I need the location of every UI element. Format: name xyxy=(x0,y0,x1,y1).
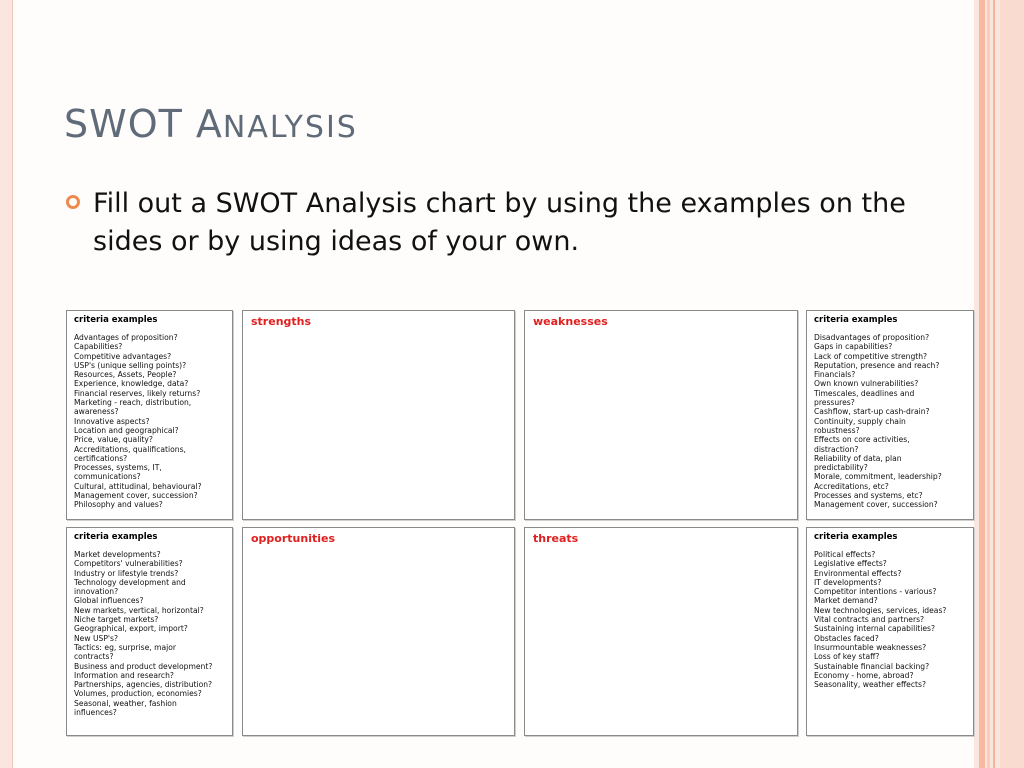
criteria-item: Insurmountable weaknesses? xyxy=(814,642,927,652)
criteria-item: Seasonality, weather effects? xyxy=(814,680,926,690)
criteria-list xyxy=(807,543,973,689)
decorative-stripe xyxy=(1000,0,1024,768)
criteria-item: Technology development and xyxy=(74,577,186,587)
criteria-item: Sustainable financial backing? xyxy=(814,661,930,671)
criteria-heading: criteria examples xyxy=(814,315,898,325)
threats-criteria-box xyxy=(806,527,974,736)
criteria-item: Information and research? xyxy=(74,670,174,680)
criteria-item: Seasonal, weather, fashion xyxy=(74,698,177,708)
criteria-item: USP's (unique selling points)? xyxy=(74,360,187,370)
criteria-item: Innovative aspects? xyxy=(74,416,150,426)
slide-title xyxy=(64,102,358,146)
criteria-item: contracts? xyxy=(74,652,114,662)
criteria-item: Volumes, production, economies? xyxy=(74,689,202,699)
criteria-item: Business and product development? xyxy=(74,661,213,671)
criteria-item: Reputation, presence and reach? xyxy=(814,360,940,370)
criteria-item: Gaps in capabilities? xyxy=(814,342,893,352)
criteria-item: Cashflow, start-up cash-drain? xyxy=(814,407,930,417)
criteria-item: Advantages of proposition? xyxy=(74,333,178,342)
criteria-item: predictability? xyxy=(814,463,868,473)
criteria-item: Capabilities? xyxy=(74,342,123,352)
criteria-item: Marketing - reach, distribution, xyxy=(74,398,192,408)
criteria-item: Management cover, succession? xyxy=(814,500,938,510)
threats-heading: threats xyxy=(533,532,579,545)
criteria-item: Reliability of data, plan xyxy=(814,453,902,463)
criteria-item: Loss of key staff? xyxy=(814,652,880,662)
criteria-heading: criteria examples xyxy=(814,532,898,542)
criteria-item: Accreditations, etc? xyxy=(814,481,889,491)
criteria-item: Financials? xyxy=(814,370,856,380)
criteria-item: Own known vulnerabilities? xyxy=(814,379,919,389)
criteria-item: Market developments? xyxy=(74,550,161,559)
criteria-item: distraction? xyxy=(814,444,859,454)
criteria-item: Disadvantages of proposition? xyxy=(814,333,930,342)
criteria-item: Obstacles faced? xyxy=(814,633,879,643)
criteria-list xyxy=(67,326,232,510)
opportunities-quadrant[interactable] xyxy=(242,527,515,736)
bullet-text: Fill out a SWOT Analysis chart by using the examples on the sides or by using ideas of your own. xyxy=(93,188,906,257)
criteria-heading: criteria examples xyxy=(74,532,158,542)
criteria-item: Timescales, deadlines and xyxy=(814,388,915,398)
criteria-item: Competitive advantages? xyxy=(74,351,172,361)
criteria-item: Continuity, supply chain xyxy=(814,416,906,426)
criteria-item: robustness? xyxy=(814,425,860,435)
weaknesses-criteria-box xyxy=(806,310,974,520)
criteria-item: Tactics: eg, surprise, major xyxy=(74,642,177,652)
criteria-item: awareness? xyxy=(74,407,119,417)
criteria-item: Philosophy and values? xyxy=(74,500,163,510)
criteria-item: Environmental effects? xyxy=(814,568,902,578)
strengths-heading: strengths xyxy=(251,315,312,328)
criteria-item: Sustaining internal capabilities? xyxy=(814,624,936,634)
criteria-item: Market demand? xyxy=(814,596,878,606)
criteria-item: Political effects? xyxy=(814,550,876,559)
criteria-item: Experience, knowledge, data? xyxy=(74,379,189,389)
criteria-item: Financial reserves, likely returns? xyxy=(74,388,201,398)
opportunities-criteria-box xyxy=(66,527,233,736)
criteria-item: Lack of competitive strength? xyxy=(814,351,928,361)
threats-quadrant[interactable] xyxy=(524,527,798,736)
criteria-item: Processes and systems, etc? xyxy=(814,491,923,501)
criteria-item: Cultural, attitudinal, behavioural? xyxy=(74,481,202,491)
opportunities-heading: opportunities xyxy=(251,532,336,545)
criteria-item: influences? xyxy=(74,708,117,718)
weaknesses-heading: weaknesses xyxy=(533,315,608,328)
criteria-item: Processes, systems, IT, xyxy=(74,463,162,473)
criteria-item: Effects on core activities, xyxy=(814,435,910,445)
criteria-item: pressures? xyxy=(814,398,855,408)
criteria-item: Partnerships, agencies, distribution? xyxy=(74,680,213,690)
criteria-item: Vital contracts and partners? xyxy=(814,615,925,625)
decorative-stripe xyxy=(979,0,985,768)
decorative-stripe xyxy=(987,0,990,768)
criteria-list xyxy=(807,326,973,510)
criteria-item: Legislative effects? xyxy=(814,559,887,569)
criteria-item: Competitors' vulnerabilities? xyxy=(74,559,183,569)
strengths-quadrant[interactable] xyxy=(242,310,515,520)
circle-bullet-icon xyxy=(66,195,80,209)
criteria-list xyxy=(67,543,232,717)
criteria-item: Niche target markets? xyxy=(74,615,159,625)
criteria-item: Economy - home, abroad? xyxy=(814,670,914,680)
weaknesses-quadrant[interactable] xyxy=(524,310,798,520)
criteria-item: Morale, commitment, leadership? xyxy=(814,472,942,482)
criteria-item: Accreditations, qualifications, xyxy=(74,444,186,454)
criteria-item: Resources, Assets, People? xyxy=(74,370,177,380)
criteria-item: certifications? xyxy=(74,453,128,463)
criteria-heading: criteria examples xyxy=(74,315,158,325)
criteria-item: communications? xyxy=(74,472,141,482)
strengths-criteria-box xyxy=(66,310,233,520)
criteria-item: Price, value, quality? xyxy=(74,435,153,445)
criteria-item: Industry or lifestyle trends? xyxy=(74,568,179,578)
criteria-item: New USP's? xyxy=(74,633,119,643)
slide-title-smallcaps: NALYSIS xyxy=(222,110,358,145)
decorative-stripe xyxy=(993,0,995,768)
criteria-item: Global influences? xyxy=(74,596,144,606)
criteria-item: innovation? xyxy=(74,587,119,597)
criteria-item: New technologies, services, ideas? xyxy=(814,605,947,615)
criteria-item: IT developments? xyxy=(814,577,882,587)
criteria-item: Competitor intentions - various? xyxy=(814,587,937,597)
criteria-item: Location and geographical? xyxy=(74,425,179,435)
slide-title-initials: SWOT A xyxy=(64,102,223,146)
criteria-item: Management cover, succession? xyxy=(74,491,198,501)
criteria-item: New markets, vertical, horizontal? xyxy=(74,605,204,615)
criteria-item: Geographical, export, import? xyxy=(74,624,188,634)
